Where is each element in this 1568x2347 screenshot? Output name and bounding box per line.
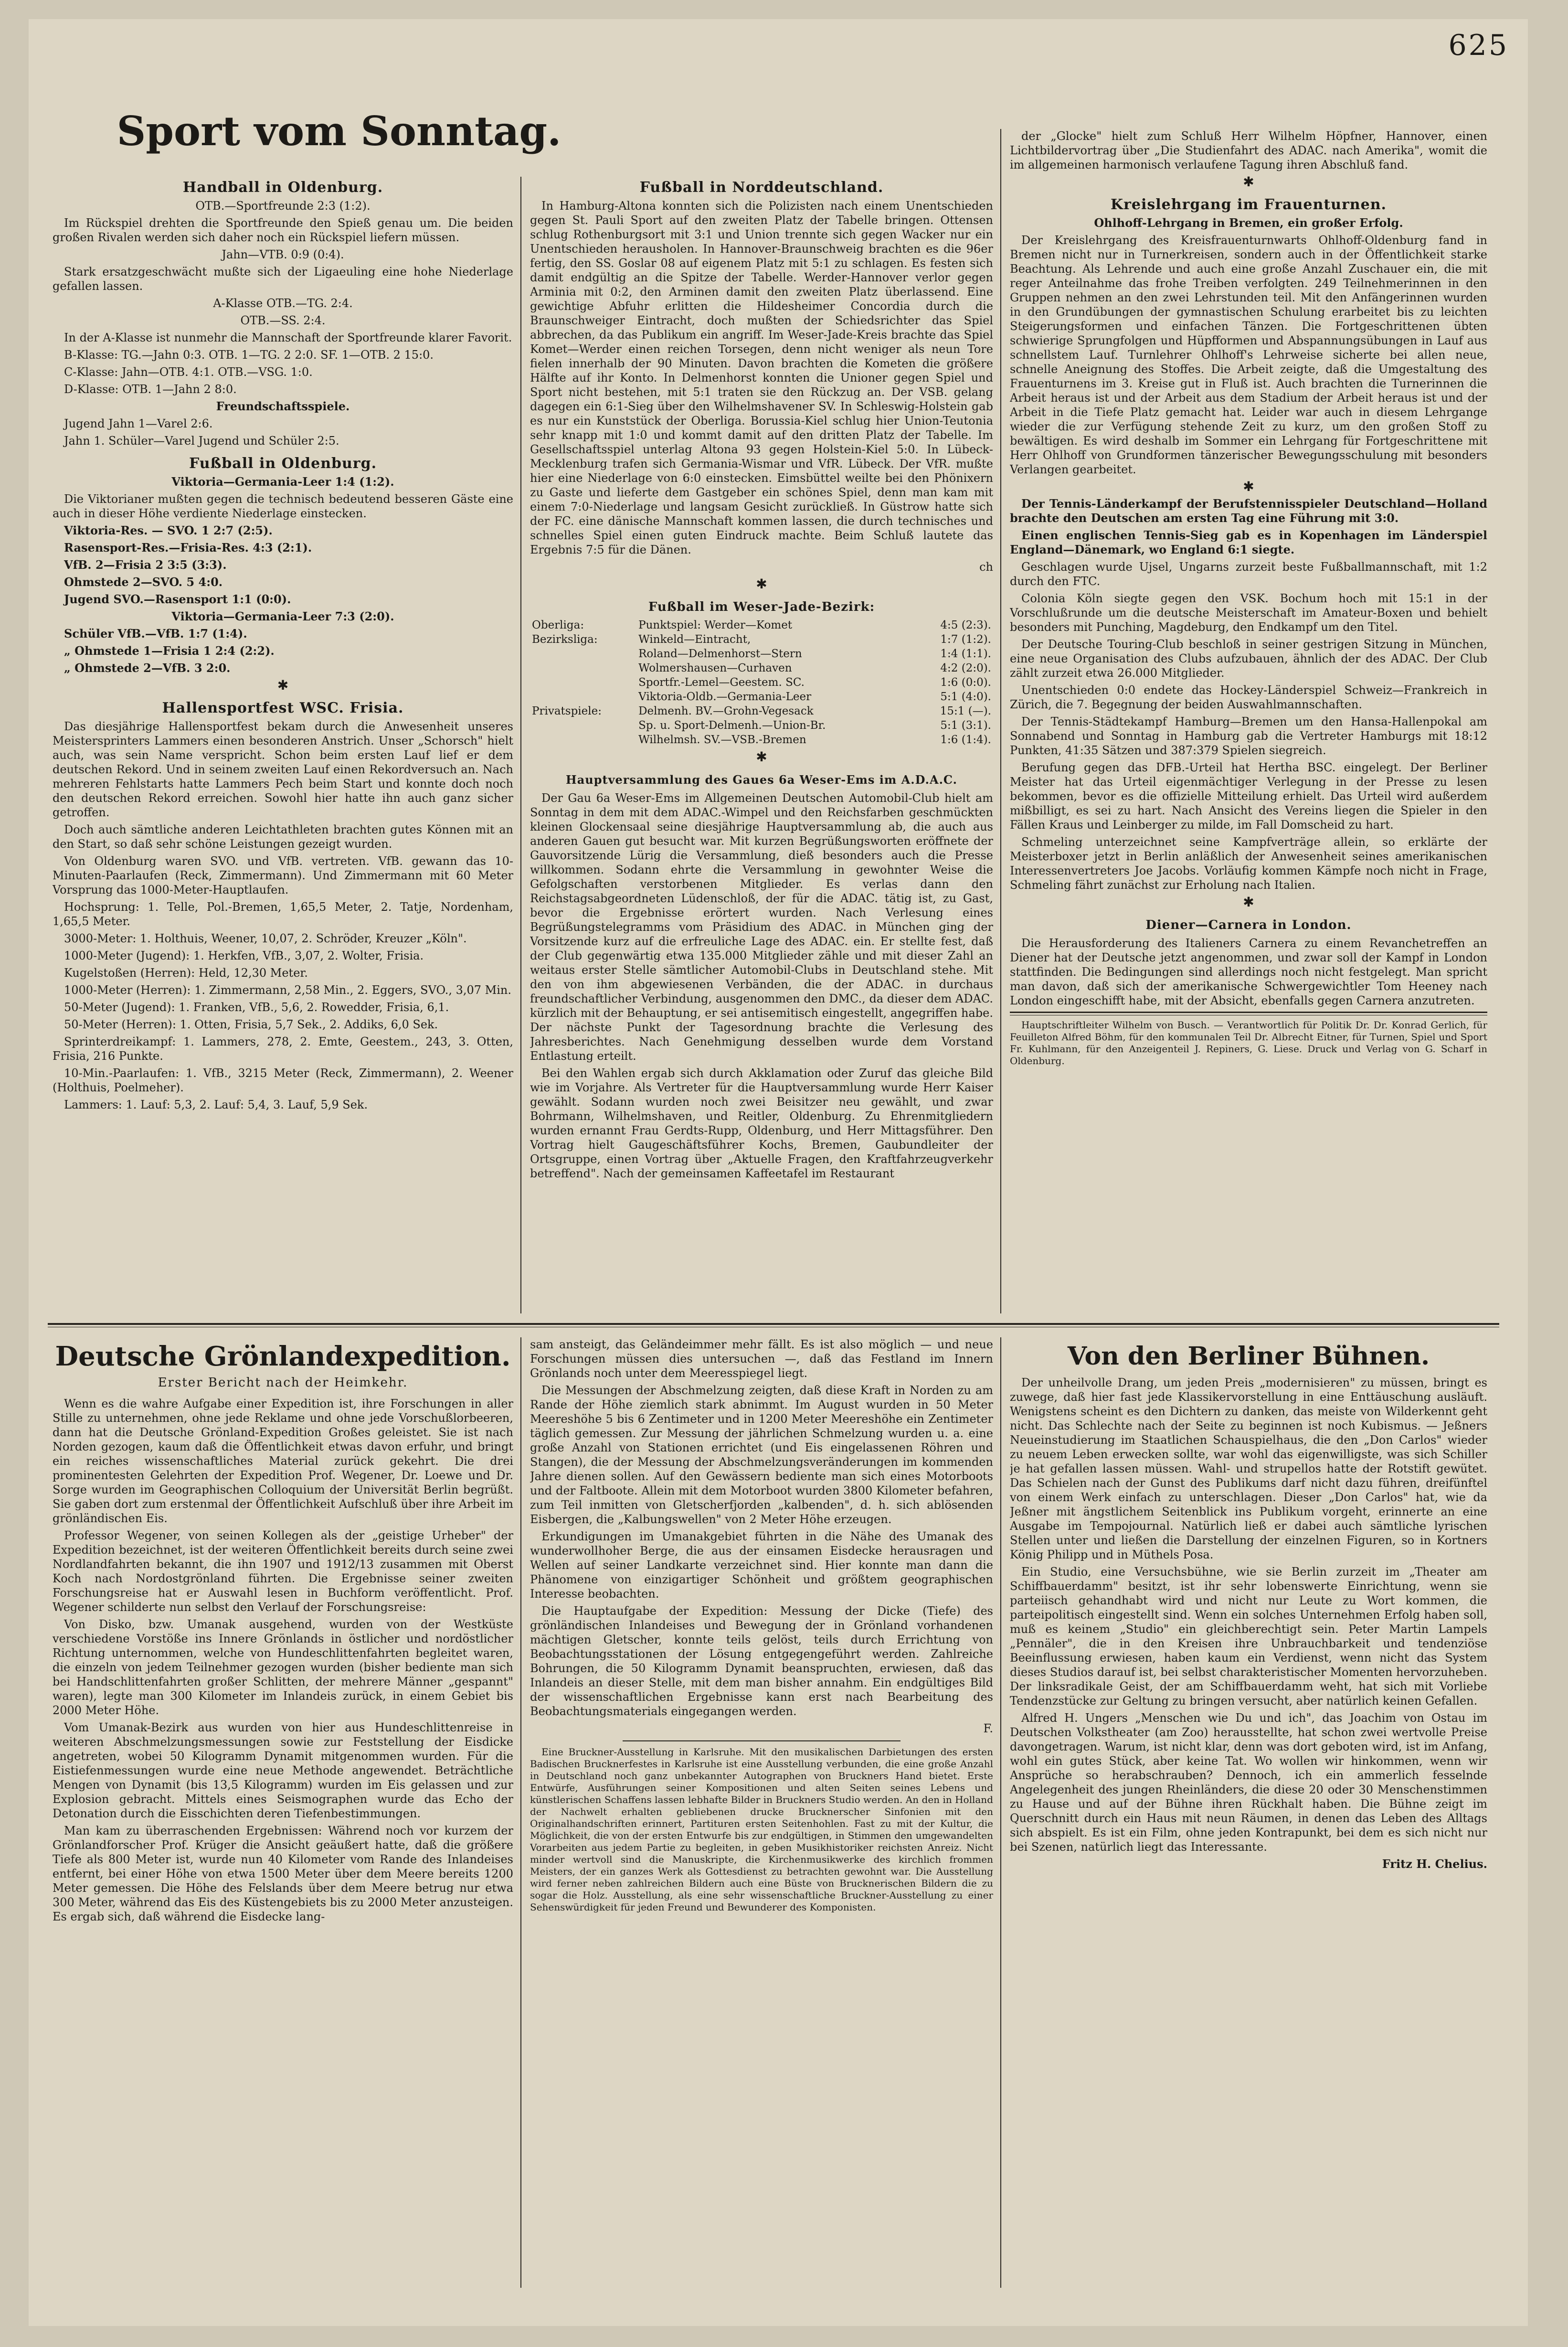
groenland-column-1	[53, 1337, 513, 2288]
buehnen-sig: Fritz H. Chelius.	[1382, 1857, 1487, 1871]
fussball-ol-r2: Rasensport-Res.—Frisia-Res. 4:3 (2:1).	[64, 541, 312, 555]
groenland-p5: Man kam zu überraschenden Ergebnissen: Während noch vor kurzem der Grönlandforscher Prof. Krüger die Ansicht geäußert hatte, daß die größere Tiefe als 800 Meter ist, wurde nun 40 Kilometer vom Rande des Inlandeises entfernt, bei einer Höhe von etwa 1500 Meter über dem Meere bereits 1200 Meter gemessen. Die Höhe des Felslands über dem Meere betrug nur etwa 300 Meter, während das Eis des Küstengebiets bis zu 2000 Meter anzusteigen. Es ergab sich, daß während die Eisdecke lang-	[53, 1824, 513, 1923]
result-score: 4:2 (2:0).	[940, 662, 991, 674]
fussball-ol-r7: Schüler VfB.—VfB. 1:7 (1:4).	[64, 627, 247, 640]
result-league	[530, 661, 636, 675]
fussball-ol-r4: Ohmstede 2—SVO. 5 4:0.	[64, 575, 223, 589]
touring: Der Deutsche Touring-Club beschloß in seiner gestrigen Sitzung in München, eine neue Organisation des Clubs aufzubauen, ähnlich der des ADAC. Der Club zählt zurzeit etwa 26.000 Mitglieder.	[1010, 638, 1487, 680]
handball-p3: In der A-Klasse ist nunmehr die Mannschaft der Sportfreunde klarer Favorit.	[64, 331, 512, 344]
buehnen-p3: Alfred H. Ungers „Menschen wie Du und ich", das Joachim von Ostau im Deutschen Volkstheater (am Zoo) herausstellte, hat schon zwei wertvolle Preise davongetragen. Warum, ist nicht klar, denn was dort geboten wird, ist im Anfang, wohl ein gutes Stück, aber keine Tat. Wo wollen wir hinkommen, wenn wir Ansprüche so herabschrauben? Dennoch, ich ein ammerlich fesselnde Angelegenheit des jungen Rheinländers, die diese 20 oder 30 Menschenstimmen zu Hause und auf der Bühne ihren Rückhalt haben. Die Bühne zeigt im Querschnitt durch ein Haus mit neun Räumen, in denen das Leben des Alltags sich abspielt. Es ist ein Film, ohne jeden Kontrapunkt, bei dem es sich nicht nur bei Szenen, natürlich liegt das Interessante.	[1010, 1711, 1487, 1854]
section-divider	[48, 1323, 1499, 1325]
result-match: Winkeld—Eintracht,	[638, 633, 751, 646]
handball-p7: Jugend Jahn 1—Varel 2:6.	[64, 417, 213, 430]
weser-heading: Fußball im Weser-Jade-Bezirk:	[648, 600, 875, 614]
result-match: Wilhelmsh. SV.—VSB.-Bremen	[638, 734, 806, 746]
handball-friendly: Freundschaftsspiele.	[216, 399, 350, 413]
carnera-p: Die Herausforderung des Italieners Carnera zu einem Revanchetreffen an Diener hat der Deutsche jetzt angenommen, und zwar soll der Kampf in London stattfinden. Die Bedingungen sind allerdings noch nicht festgelegt. Man spricht man davon, daß sich der amerikanische Schwergewichtler Tom Heeney nach London eingeschifft habe, mit der Absicht, ebenfalls gegen Carnera anzutreten.	[1010, 937, 1487, 1007]
article-rule	[623, 1740, 901, 1741]
result-league	[530, 690, 636, 704]
ujsel: Geschlagen wurde Ujsel, Ungarns zurzeit beste Fußballmannschaft, mit 1:2 durch den FTC.	[1010, 560, 1487, 588]
separator-star: ✱	[1243, 894, 1254, 910]
schmeling: Schmeling unterzeichnet seine Kampfverträge allein, so erklärte der Meisterboxer jetzt in Berlin anläßlich der Anwesenheit seines amerikanischen Interessenvertreters Joe Jacobs. Vorläufig kommen Kämpfe noch nicht in Frage, Schmeling fährt zunächst zur Erholung nach Italien.	[1010, 835, 1487, 892]
fussball-ol-r6: Viktoria—Germania-Leer 7:3 (2:0).	[171, 609, 394, 623]
column-rule	[1000, 129, 1001, 1313]
fussball-ol-p1: Die Viktorianer mußten gegen die technisch bedeutend besseren Gäste eine auch in dieser Höhe verdiente Niederlage einstecken.	[53, 492, 513, 520]
groenland-p4: Vom Umanak-Bezirk aus wurden von hier aus Hundeschlittenreise in weiteren Abschmelzungsmessungen sowie zur Feststellung der Eisdicke angetreten, wobei 50 Kilogramm Dynamit mitgenommen wurden. Für die Eistiefenmessungen wurde eine neue Methode angewendet. Beträchtliche Mengen von Dynamit (bis 13,5 Kilogramm) wurden im Eis gelassen und zur Explosion gebracht. Mittels eines Seismographen wurde das Echo der Detonation durch die Eisschichten deren Tiefenbestimmungen.	[53, 1721, 513, 1820]
hallen-p13: Lammers: 1. Lauf: 5,3, 2. Lauf: 5,4, 3. Lauf, 5,9 Sek.	[64, 1098, 368, 1111]
result-match: Punktspiel: Werder—Komet	[638, 619, 793, 631]
buehnen-p1: Der unheilvolle Drang, um jeden Preis „modernisieren" zu müssen, bringt es zuwege, daß hier fast jede Klassikervorstellung in eine Enttäuschung ausläuft. Wenigstens scheint es den Dichtern zu danken, das meiste von Wilderkennt geht nicht. Das Schlechte nach der Seite zu beginnen ist noch Kubismus. — Jeßners Neueinstudierung im Staatlichen Schauspielhaus, die den „Don Carlos" wieder zu neuem Leben erwecken sollte, war wohl das eigenwilligste, was sich Schiller je hat gefallen lassen müssen. Wahl- und strupellos hatte der Rotstift gewütet. Das Schielen nach der Gunst des Publikums darf nicht dazu führen, dreifünftel von einem Werk einfach zu unterschlagen. Dieser „Don Carlos" hat, wie da Jeßner mit ängstlichem Seitenblick ins Publikum vorgeht, erinnerte an eine Ausgabe im Tempojournal. Natürlich ließ er dabei auch sämtliche lyrischen Stellen unter und ließen die Darstellung der einzelnen Figuren, so in Kortners König Philipp und in Müthels Posa.	[1010, 1376, 1487, 1561]
buehnen-p2: Ein Studio, eine Versuchsbühne, wie sie Berlin zurzeit im „Theater am Schiffbauerdamm" besitzt, ist ihr sehr lobenswerte Einrichtung, wenn sie parteiisch gehandhabt wird und nicht nur Leute zu Wort kommen, die parteipolitisch eingestellt sind. Wenn ein solches Unternehmen Erfolg haben soll, muß es keinem „Studio" ein gleichberechtigt sein. Peter Martin Lampels „Pennäler", die in den Kreisen ihre Unbrauchbarkeit und tendenziöse Beeinflussung erwiesen, haben kaum ein Verdienst, wenn nicht das System dieses Studios darauf ist, bei selbst charakteristischer Momenten hervorzuheben. Der linksradikale Geist, der am Schiffbauerdamm weht, hat sich mit Vorliebe Tendenzstücke zur Geltung zu bringen versucht, aber natürlich keinen Gefallen.	[1010, 1565, 1487, 1707]
separator-star: ✱	[1243, 174, 1254, 190]
result-league	[530, 647, 636, 661]
separator-star: ✱	[756, 576, 767, 592]
separator-star: ✱	[756, 749, 767, 765]
handball-line1: OTB.—Sportfreunde 2:3 (1:2).	[195, 199, 371, 213]
hallen-p5: 3000-Meter: 1. Holthuis, Weener, 10,07, 2. Schröder, Kreuzer „Köln".	[64, 932, 467, 945]
fussball-ol-r3: VfB. 2—Frisia 2 3:5 (3:3).	[64, 558, 227, 572]
sport-title: Sport vom Sonntag.	[117, 107, 562, 155]
result-league: Privatspiele:	[532, 705, 602, 717]
handball-line4: OTB.—SS. 2:4.	[240, 314, 326, 327]
tennis1: Der Tennis-Länderkampf der Berufstennisspieler Deutschland—Holland brachte den Deutschen am ersten Tag eine Führung mit 3:0.	[1010, 497, 1487, 525]
hallen-p4: Hochsprung: 1. Telle, Pol.-Bremen, 1,65,5 Meter, 2. Tatje, Nordenham, 1,65,5 Meter.	[53, 900, 513, 928]
adac-heading: Hauptversammlung des Gaues 6a Weser-Ems im A.D.A.C.	[566, 773, 957, 787]
fussball-ol-r9: „ Ohmstede 2—VfB. 3 2:0.	[64, 661, 231, 675]
handball-heading: Handball in Oldenburg.	[182, 179, 383, 196]
groenland-p1: Wenn es die wahre Aufgabe einer Expedition ist, ihre Forschungen in aller Stille zu unternehmen, ohne jede Reklame und ohne jede Vorschußlorbeeren, dann hat die Deutsche Grönland-Expedition Großes geleistet. Sie ist nach Norden gezogen, kaum daß die Öffentlichkeit etwas davon erfuhr, und bringt ein reiches wissenschaftliches Material zurück gekehrt. Die drei prominentesten Gelehrten der Expedition Prof. Wegener, Dr. Loewe und Dr. Sorge wurden im Geographischen Colloquium der Universität Berlin begrüßt. Sie gaben dort zum erstenmal der Öffentlichkeit Aufschluß über ihre Arbeit im grönländischen Eis.	[53, 1397, 513, 1525]
result-row	[530, 675, 993, 690]
buehnen-column	[1010, 1337, 1487, 2288]
result-score: 5:1 (3:1).	[940, 719, 991, 732]
groenland-title: Deutsche Grönlandexpedition.	[55, 1341, 511, 1372]
kreis-heading: Kreislehrgang im Frauenturnen.	[1111, 196, 1387, 213]
nord-p1: In Hamburg-Altona konnten sich die Polizisten nach einem Unentschieden gegen St. Pauli Sport auf den zweiten Platz der Tabelle bringen. Ottensen schlug Rothenburgsort mit 3:1 und Union trennte sich gegen Wacker nur ein Unentschieden herausholen. In Hannover-Braunschweig brachten es die 96er fertig, den SS. Goslar 08 auf eigenem Platz mit 5:1 zu schlagen. Es festen sich damit endgültig an die Spitze der Tabelle. Werder-Hannover verlor gegen Arminia mit 0:2, den Arminen damit den zweiten Platz überlassend. Eine gewichtige Abfuhr erlitten die Hildesheimer Concordia durch die Braunschweiger Eintracht, doch mußten der Schiedsrichter das Spiel abbrechen, da das Publikum ein angriff. Im Weser-Jade-Kreis brachte das Spiel Komet—Werder einen reichen Torsegen, denn nicht weniger als neun Tore fielen innerhalb der 90 Minuten. Davon brachten die Kometen die größere Hälfte auf ihr Konto. In Delmenhorst konnten die Unioner gegen Spiel und Sport nicht bestehen, mit 5:1 traten sie den Rückzug an. Der VSB. gelang dagegen ein 6:1-Sieg über den Wilhelmshavener SV. In Schleswig-Holstein gab es nur ein Kunststück der Oberliga. Borussia-Kiel schlug hier Union-Teutonia sehr knapp mit 1:0 und kommt damit auf den dritten Platz der Tabelle. Im Gesellschaftsspiel unterlag Altona 93 gegen Holstein-Kiel 5:0. In Lübeck-Mecklenburg trafen sich Germania-Wismar und VfR. Lübeck. Der VfR. mußte hier eine Niederlage von 6:0 einstecken. Eimsbüttel weilte bei den Phönixern zu Gaste und lieferte dem Gastgeber ein schönes Spiel, denn man kam mit einem 7:0-Niederlage und langsam Gesicht zurückließ. In Güstrow hatte sich der FC. eine dänische Mannschaft kommen lassen, die durch technisches und schnelles Spiel einen guten Eindruck machte. Beim Schluß lautete das Ergebnis 7:5 für die Dänen.	[530, 199, 993, 556]
result-match: Viktoria-Oldb.—Germania-Leer	[638, 691, 812, 703]
result-league: Oberliga:	[532, 619, 584, 631]
result-row	[530, 618, 993, 632]
groenland-p2: Professor Wegener, von seinen Kollegen als der „geistige Urheber" der Expedition bezeichnet, ist der weiteren Öffentlichkeit bereits durch seine zwei Nordlandfahrten bekannt, die ihn 1907 und 1912/13 zusammen mit Oberst Koch nach Nordostgrönland führten. Die Ergebnisse seiner zweiten Forschungsreise hat er Auswahl lesen in Buchform veröffentlicht. Prof. Wegener schilderte nun selbst den Verlauf der Forschungsreise:	[53, 1529, 513, 1614]
handball-p5: C-Klasse: Jahn—OTB. 4:1. OTB.—VSG. 1:0.	[64, 365, 313, 379]
hallen-p12: 10-Min.-Paarlaufen: 1. VfB., 3215 Meter (Reck, Zimmermann), 2. Weener (Holthuis, Poelmeher).	[53, 1067, 513, 1094]
fussball-ol-r5: Jugend SVO.—Rasensport 1:1 (0:0).	[64, 592, 291, 606]
sport-column-1	[53, 172, 513, 1313]
hallen-p1: Das diesjährige Hallensportfest bekam durch die Anwesenheit unseres Meistersprinters Lammers einen besonderen Anstrich. Unser „Schorsch" hielt auch, was sein Name verspricht. Schon beim ersten Lauf lief er dem deutschen Rekord. Und in seinem zweiten Lauf einen Rekordversuch an. Nach mehreren Fehlstarts hatte Lammers Pech beim Start und konnte doch noch den deutschen Rekord erreichen. Sowohl hier hatte ihn auch ganz sicher getroffen.	[53, 720, 513, 819]
groenland-c2p2: Die Messungen der Abschmelzung zeigten, daß diese Kraft in Norden zu am Rande der Höhe ziemlich stark abnimmt. Im August wurden in 50 Meter Meereshöhe 5 bis 6 Zentimeter und in 1200 Meter Meereshöhe ein Zentimeter täglich gemessen. Zur Messung der jährlichen Schmelzung wurden u. a. eine große Anzahl von Stationen errichtet (und Eis eingelassenen Röhren und Stangen), die der Messung der Abschmelzungsveränderungen im kommenden Jahre dienen sollen. Auf den Gewässern bediente man sich eines Motorboots und der Faltboote. Allein mit dem Motorboot wurden 3800 Kilometer befahren, zum Teil inmitten von Gletscherfjorden „kalbenden", d. h. sich ablösenden Eisbergen, die „Kalbungswellen" von 2 Meter Höhe erzeugen.	[530, 1384, 993, 1526]
adac-p2: Bei den Wahlen ergab sich durch Akklamation oder Zuruf das gleiche Bild wie im Vorjahre. Als Vertreter für die Hauptversammlung wurde Herr Kaiser gewählt. Sodann wurden noch zwei Beisitzer neu gewählt, und zwar Bohrmann, Wilhelmshaven, und Reitler, Oldenburg. Zu Ehrenmitgliedern wurden ernannt Frau Gerdts-Rupp, Oldenburg, und Herr Mittagsführer. Den Vortrag hielt Gaugeschäftsführer Kochs, Bremen, Gaubundleiter der Ortsgruppe, einen Vortrag über „Aktuelle Fragen, den Kraftfahrzeugverkehr betreffend". Nach der gemeinsamen Kaffeetafel im Restaurant	[530, 1067, 993, 1180]
page-number: 625	[1448, 29, 1509, 62]
groenland-sig: F.	[983, 1722, 993, 1735]
handball-p4: B-Klasse: TG.—Jahn 0:3. OTB. 1—TG. 2 2:0. SF. 1—OTB. 2 15:0.	[64, 348, 434, 362]
hallen-p10: 50-Meter (Herren): 1. Otten, Frisia, 5,7 Sek., 2. Addiks, 6,0 Sek.	[64, 1018, 438, 1031]
tennis2: Einen englischen Tennis-Sieg gab es in Kopenhagen im Länderspiel England—Dänemark, wo England 6:1 siegte.	[1010, 528, 1487, 556]
groenland-column-2	[530, 1337, 993, 2288]
handball-p8: Jahn 1. Schüler—Varel Jugend und Schüler 2:5.	[64, 434, 339, 448]
result-league	[530, 675, 636, 690]
result-row	[530, 718, 993, 733]
hallen-p9: 50-Meter (Jugend): 1. Franken, VfB., 5,6, 2. Rowedder, Frisia, 6,1.	[64, 1001, 449, 1014]
separator-star: ✱	[1243, 479, 1254, 494]
result-match: Wolmershausen—Curhaven	[638, 662, 792, 674]
sport-column-3	[1010, 129, 1487, 1313]
hockey: Unentschieden 0:0 endete das Hockey-Länderspiel Schweiz—Frankreich in Zürich, die 7. Begegnung der beiden Auswahlmannschaften.	[1010, 683, 1487, 711]
staedte: Der Tennis-Städtekampf Hamburg—Bremen um den Hansa-Hallenpokal am Sonnabend und Sonntag in Hamburg gab die Vertreter Hamburgs mit 18:12 Punkten, 41:35 Sätzen und 387:379 Spielen siegreich.	[1010, 715, 1487, 757]
nord-sig: ch	[979, 560, 993, 574]
groenland-subtitle: Erster Bericht nach der Heimkehr.	[158, 1376, 408, 1390]
glocke-p: der „Glocke" hielt zum Schluß Herr Wilhelm Höpfner, Hannover, einen Lichtbildervortrag über „Die Studienfahrt des ADAC. nach Amerika", womit die im allgemeinen harmonisch verlaufene Tagung ihren Abschluß fand.	[1010, 129, 1487, 171]
result-score: 5:1 (4:0).	[940, 691, 991, 703]
sport-column-2	[530, 172, 993, 1313]
hallen-p7: Kugelstoßen (Herren): Held, 12,30 Meter.	[64, 966, 308, 980]
handball-line3: A-Klasse OTB.—TG. 2:4.	[213, 297, 353, 310]
column-rule	[1000, 1337, 1001, 2288]
handball-p6: D-Klasse: OTB. 1—Jahn 2 8:0.	[64, 383, 237, 396]
bruckner-p: Eine Bruckner-Ausstellung in Karlsruhe. Mit den musikalischen Darbietungen des ersten Badischen Brucknerfestes in Karlsruhe ist eine Ausstellung verbunden, die eine große Anzahl in Deutschland noch ganz unbekannter Autographen von Bruckners Hand bietet. Erste Entwürfe, Ausführungen seiner Kompositionen und alten Seiten seines Lebens und künstlerischen Schaffens lassen lebhafte Bilder in Bruckners Studio werden. An den in Holland der Nachwelt erhalten gebliebenen drucke Brucknerscher Sinfonien mit den Originalhandschriften erinnert, Partituren ersten Seitenhohlen. Fast zu mit der Kultur, die Möglichkeit, die von der ersten Entwurfe bis zur endgültigen, in Stimmen den umgewandelten Vorarbeiten aus jedem Partie zu begleiten, in geben Musikhistoriker reichsten Anreiz. Nicht minder wertvoll sind die Manuskripte, die Kirchenmusikwerke des kirchlich frommen Meisters, der ein ganzes Werk als Gottesdienst zu betrachten gewohnt war. Die Ausstellung wird ferner neben zahlreichen Bildern auch eine Büste von Brucknerischen Bildern die zu sogar die Holz. Ausstellung, als eine sehr wissenschaftliche Bruckner-Ausstellung zu einer Sehenswürdigkeit für jeden Freund und Bewunderer des Komponisten.	[530, 1746, 993, 1913]
column-rule	[520, 177, 521, 1313]
separator-star: ✱	[277, 677, 289, 693]
result-match: Roland—Delmenhorst—Stern	[638, 648, 802, 660]
hallen-heading: Hallensportfest WSC. Frisia.	[162, 700, 404, 716]
carnera-heading: Diener—Carnera in London.	[1145, 918, 1352, 932]
handball-p1: Im Rückspiel drehten die Sportfreunde den Spieß genau um. Die beiden großen Rivalen werden sich daher noch ein Rückspiel liefern müssen.	[53, 216, 513, 244]
result-match: Sp. u. Sport-Delmenh.—Union-Br.	[638, 719, 826, 732]
result-score: 1:7 (1:2).	[940, 633, 991, 646]
result-score: 1:6 (0:0).	[940, 676, 991, 689]
groenland-c2p4: Die Hauptaufgabe der Expedition: Messung der Dicke (Tiefe) des grönländischen Inlandeises und Bewegung der in Grönland vorhandenen mächtigen Gletscher, konnte teils gelöst, teils durch Errichtung von Beobachtungsstationen der Lösung entgegengeführt werden. Zahlreiche Bohrungen, die 50 Kilogramm Dynamit beanspruchten, erwiesen, daß das Inlandeis an dieser Stelle, mit dem man bisher annahm. Ein endgültiges Bild der wissenschaftlichen Ergebnisse kann erst nach Bearbeitung des Beobachtungsmaterials eingegangen werden.	[530, 1604, 993, 1718]
kreis-sub: Ohlhoff-Lehrgang in Bremen, ein großer Erfolg.	[1094, 216, 1403, 230]
adac-p1: Der Gau 6a Weser-Ems im Allgemeinen Deutschen Automobil-Club hielt am Sonntag in dem mit dem ADAC.-Wimpel und den Reichsfarben geschmückten kleinen Glockensaal seine diesjährige Hauptversammlung ab, die auch aus anderen Gauen gut besucht war. Mit kurzen Begrüßungsworten eröffnete der Gauvorsitzende Lürig die Versammlung, dieß besonders auch die Presse willkommen. Sodann ehrte die Versammlung in gewohnter Weise die Gefolgschaften verstorbenen Mitglieder. Es verlas dann den Reichstagsabgeordneten Lüdenschloß, der für die ADAC. tätig ist, zu Gast, bevor die Ergebnisse erörtert wurden. Nach Verlesung eines Begrüßungstelegramms vom Präsidium des ADAC. in München ging der Vorsitzende kurz auf die erfreuliche Lage des ADAC. ein. Er stellte fest, daß der Club gegenwärtig etwa 135.000 Mitglieder zähle und mit dieser Zahl an weitaus erster Stelle sämtlicher Automobil-Clubs in Deutschland stehe. Mit den von ihm abgewiesenen Verbänden, die der ADAC. in durchaus freundschaftlicher Verbindung, ausgenommen den DMC., da dieser dem ADAC. kürzlich mit der Behauptung, er sei antisemitisch eingestellt, angegriffen habe. Der nächste Punkt der Tagesordnung brachte die Verlesung des Jahresberichtes. Nach Genehmigung desselben wurde dem Vorstand Entlastung erteilt.	[530, 791, 993, 1063]
result-row	[530, 647, 993, 661]
result-score: 1:4 (1:1).	[940, 648, 991, 660]
fussball-ol-line1: Viktoria—Germania-Leer 1:4 (1:2).	[171, 475, 394, 489]
column-rule	[520, 1337, 521, 2288]
nord-heading: Fußball in Norddeutschland.	[639, 179, 884, 196]
groenland-p3: Von Disko, bzw. Umanak ausgehend, wurden von der Westküste verschiedene Vorstöße ins Innere Grönlands in östlicher und nordöstlicher Richtung unternommen, welche von Hundeschlittenfahrten begleitet waren, die einzeln von jedem Teilnehmer gezogen wurden (bisher bediente man sich bei Handschlittenfahrten großer Schlitten, der mehrere Männer „gespannt" waren), legte man 300 Kilometer im Inlandeis zurück, in einem Gebiet bis 2000 Meter Höhe.	[53, 1618, 513, 1717]
result-league: Bezirksliga:	[532, 633, 598, 646]
fussball-ol-r1: Viktoria-Res. — SVO. 1 2:7 (2:5).	[64, 523, 273, 537]
hallen-p3: Von Oldenburg waren SVO. und VfB. vertreten. VfB. gewann das 10-Minuten-Paarlaufen (Reck, Zimmermann). Und Zimmermann mit 60 Meter Vorsprung das 1000-Meter-Hauptlaufen.	[53, 854, 513, 896]
hallen-p11: Sprinterdreikampf: 1. Lammers, 278, 2. Emte, Geestem., 243, 3. Otten, Frisia, 216 Punkte.	[53, 1035, 513, 1063]
result-row	[530, 632, 993, 647]
weser-results-table	[530, 618, 993, 747]
groenland-c2p3: Erkundigungen im Umanakgebiet führten in die Nähe des Umanak des wunderwollhoher Berge, die aus der einsamen Eisdecke herausragen und Wellen auf seiner Landkarte verzeichnet sind. Hier konnte man dann die Phänomene von einzigartiger Schönheit und größtem geographischen Interesse beobachten.	[530, 1530, 993, 1600]
hallen-p2: Doch auch sämtliche anderen Leichtathleten brachten gutes Können mit an den Start, so daß sehr schöne Leistungen gezeigt wurden.	[53, 823, 513, 851]
result-row	[530, 704, 993, 718]
fussball-ol-r8: „ Ohmstede 1—Frisia 1 2:4 (2:2).	[64, 644, 275, 658]
result-match: Delmenh. BV.—Grohn-Vegesack	[638, 705, 814, 717]
hallen-p8: 1000-Meter (Herren): 1. Zimmermann, 2,58 Min., 2. Eggers, SVO., 3,07 Min.	[64, 983, 511, 997]
result-league	[530, 718, 636, 733]
handball-p2: Stark ersatzgeschwächt mußte sich der Ligaeuling eine hohe Niederlage gefallen lassen.	[53, 265, 513, 293]
newspaper-page	[29, 19, 1528, 2326]
result-row	[530, 690, 993, 704]
groenland-c2p1: sam ansteigt, das Geländeimmer mehr fällt. Es ist also möglich — und neue Forschungen müssen dies untersuchen —, daß das Festland im Innern Grönlands noch unter dem Meeresspiegel liegt.	[530, 1338, 993, 1380]
sport-title-block	[29, 105, 649, 162]
result-score: 4:5 (2:3).	[940, 619, 991, 631]
hallen-p6: 1000-Meter (Jugend): 1. Herkfen, VfB., 3,07, 2. Wolter, Frisia.	[64, 949, 424, 962]
result-match: Sportfr.-Lemel—Geestem. SC.	[638, 676, 805, 689]
result-league	[530, 733, 636, 747]
result-row	[530, 733, 993, 747]
handball-line2: Jahn—VTB. 0:9 (0:4).	[222, 248, 344, 261]
colonia: Colonia Köln siegte gegen den VSK. Bochum hoch mit 15:1 in der Vorschlußrunde um die deutsche Meisterschaft im Amateur-Boxen und behielt besonders mit Punching, Magdeburg, den Endkampf um den Titel.	[1010, 592, 1487, 634]
result-score: 15:1 (—).	[940, 705, 991, 717]
result-row	[530, 661, 993, 675]
result-score: 1:6 (1:4).	[940, 734, 991, 746]
buehnen-title: Von den Berliner Bühnen.	[1067, 1342, 1430, 1371]
kreis-p1: Der Kreislehrgang des Kreisfrauenturnwarts Ohlhoff-Oldenburg fand in Bremen nicht nur in Turnerkreisen, sondern auch in der Öffentlichkeit starke Beachtung. Als Lehrende und auch eine große Anzahl Zuschauer ein, die mit reger Anteilnahme das frohe Treiben verfolgten. 249 Teilnehmerinnen in den Gruppen nehmen an den zwei Lehrstunden teil. Mit den Anfängerinnen wurden in den Grundübungen der gymnastischen Schulung erarbeitet bis zu leichten Steigerungsformen und einfachen Tänzen. Die Fortgeschrittenen übten schwierige Sprungfolgen und Hüpfformen und Abspannungsübungen in Lauf aus schnellstem Lauf. Turnlehrer Ohlhoff's Lehrweise sicherte bei allen neue, schnelle Aneignung des Stoffes. Die Arbeit zeigte, daß die Umgestaltung des Frauenturnens im 3. Kreise gut in Fluß ist. Auch brachten die Turnerinnen die Arbeit heraus ist und der Arbeit aus dem Stadium der Arbeit heraus ist und der Arbeit in die Tiefe Platz gemacht hat. Leider war auch in diesem Lehrgange wieder die zur Verfügung stehende Zeit zu kurz, um den großen Stoff zu bewältigen. Es wird deshalb im Sommer ein Lehrgang für Fortgeschrittene mit Herr Ohlhoff von Grundformen tänzerischer Bewegungsschulung mit besonders Verlangen gearbeitet.	[1010, 234, 1487, 476]
berufung: Berufung gegen das DFB.-Urteil hat Hertha BSC. eingelegt. Der Berliner Meister hat das Urteil eigenmächtiger Verlegung in der Presse zu lesen bekommen, bevor es die offizielle Mitteilung erhielt. Das Urteil wird außerdem mißbilligt, es sei zu hart. Nach Ansicht des Vereins liegen die Spieler in den Fällen Kraus und Leinberger zu milde, im Fall Domscheid zu hart.	[1010, 761, 1487, 832]
imprint: Hauptschriftleiter Wilhelm von Busch. — Verantwortlich für Politik Dr. Dr. Konrad Gerlich, für Feuilleton Alfred Böhm, für den kommunalen Teil Dr. Albrecht Eitner, für Turnen, Spiel und Sport Fr. Kuhlmann, für den Anzeigenteil J. Repiners, G. Liese. Druck und Verlag von G. Scharf in Oldenburg.	[1010, 1019, 1487, 1067]
fussball-ol-heading: Fußball in Oldenburg.	[189, 455, 377, 472]
imprint-rule	[1010, 1012, 1487, 1015]
